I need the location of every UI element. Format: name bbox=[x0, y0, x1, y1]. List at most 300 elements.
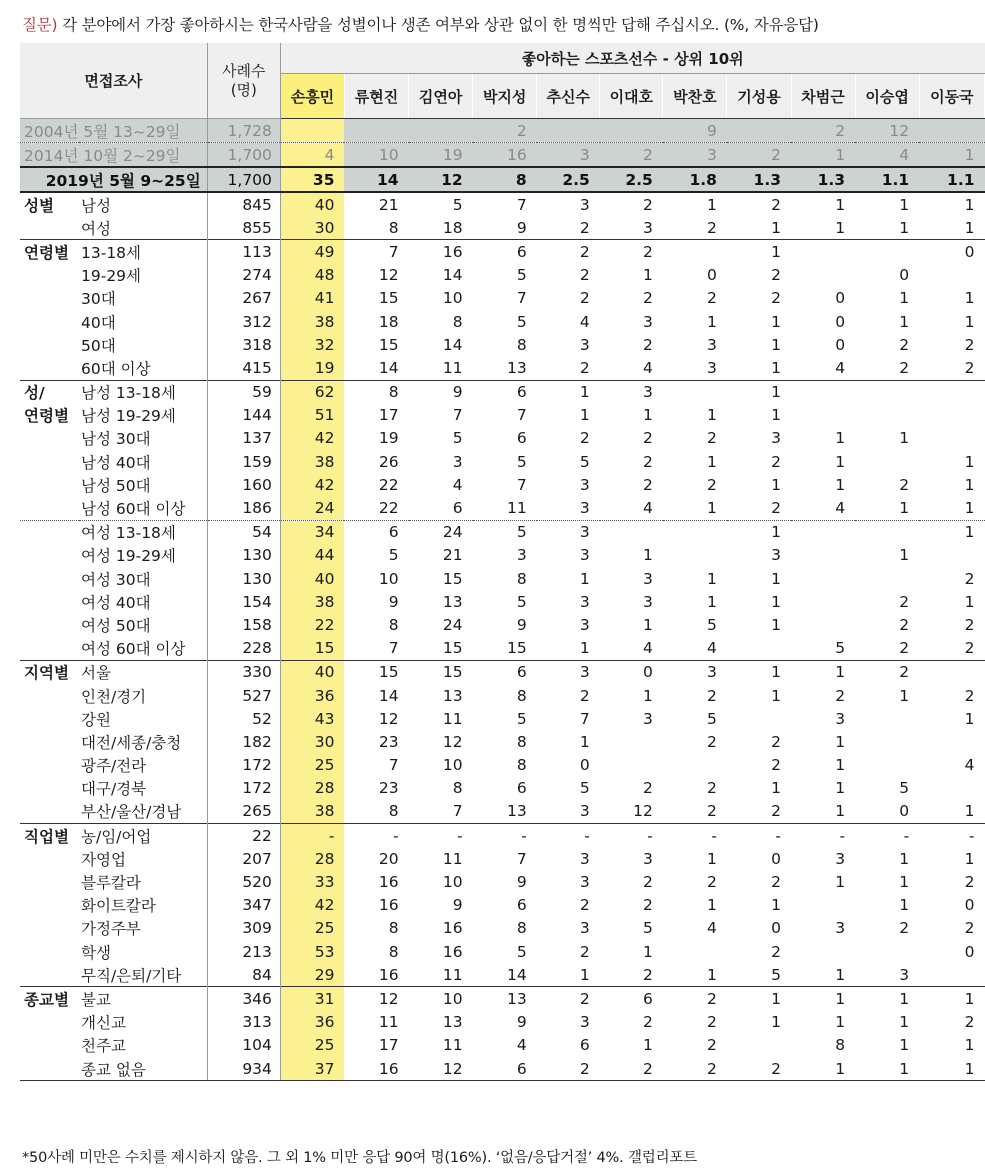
value-cell bbox=[663, 544, 727, 567]
value-cell: 10 bbox=[442, 873, 463, 892]
value-cell: 1 bbox=[707, 499, 717, 518]
value-cell: 1 bbox=[642, 615, 653, 634]
value-cell: 15 bbox=[344, 660, 408, 684]
value-cell bbox=[855, 240, 919, 264]
value-cell: 1 bbox=[835, 756, 846, 775]
value-cell: 1 bbox=[899, 873, 910, 892]
value-cell: 2 bbox=[964, 615, 975, 634]
table-row bbox=[20, 287, 985, 310]
value-cell: 16 bbox=[409, 240, 473, 264]
value-cell: 5 bbox=[516, 452, 527, 471]
value-cell: 1 bbox=[727, 380, 791, 404]
value-cell: 2 bbox=[642, 145, 653, 164]
value-cell: 1 bbox=[835, 475, 846, 494]
value-cell bbox=[344, 119, 408, 143]
value-cell: 1 bbox=[771, 406, 781, 425]
value-cell: 4 bbox=[707, 639, 717, 658]
value-cell: 2 bbox=[537, 1057, 600, 1081]
value-cell: 24 bbox=[409, 520, 473, 544]
value-cell: 4 bbox=[642, 358, 653, 377]
value-cell: 0 bbox=[707, 266, 717, 285]
value-cell: 13 bbox=[506, 802, 527, 821]
value-cell: 1 bbox=[899, 218, 910, 237]
value-cell: 2 bbox=[642, 452, 653, 471]
row-label: 30대 bbox=[79, 287, 207, 310]
value-cell: 8 bbox=[452, 779, 463, 798]
table-row bbox=[20, 216, 985, 240]
sample-size: 207 bbox=[207, 847, 280, 870]
row-label: 40대 bbox=[79, 310, 207, 333]
header-title: 좋아하는 스포츠선수 - 상위 10위 bbox=[280, 43, 984, 74]
value-cell: 33 bbox=[280, 870, 344, 893]
value-cell: 1 bbox=[899, 686, 910, 705]
header-sample-label: 사례수 bbox=[222, 61, 266, 80]
value-cell: 41 bbox=[280, 287, 344, 310]
value-cell: 12 bbox=[344, 987, 408, 1011]
value-cell: 1 bbox=[642, 266, 653, 285]
value-cell: 3 bbox=[771, 429, 781, 448]
row-label: 남성 40대 bbox=[79, 450, 207, 473]
sample-size: 154 bbox=[207, 590, 280, 613]
value-cell: 2 bbox=[579, 266, 590, 285]
table-row bbox=[20, 707, 985, 730]
value-cell: 2 bbox=[707, 1013, 717, 1032]
value-cell bbox=[600, 730, 663, 753]
value-cell: 3 bbox=[537, 660, 600, 684]
value-cell: - bbox=[344, 824, 408, 848]
value-cell: 1 bbox=[899, 896, 910, 915]
table-row bbox=[20, 380, 985, 404]
value-cell: 21 bbox=[344, 192, 408, 216]
value-cell bbox=[919, 119, 984, 143]
value-cell: 6 bbox=[473, 380, 537, 404]
value-cell: 3 bbox=[600, 380, 663, 404]
value-cell: 40 bbox=[280, 660, 344, 684]
value-cell: 2 bbox=[707, 873, 717, 892]
group-label-empty bbox=[20, 287, 79, 310]
value-cell: 0 bbox=[771, 849, 781, 868]
value-cell: 0 bbox=[964, 896, 975, 915]
value-cell: 1 bbox=[964, 475, 975, 494]
row-label: 대전/세종/충청 bbox=[79, 730, 207, 753]
sample-size: 54 bbox=[207, 520, 280, 544]
value-cell: 2 bbox=[771, 802, 781, 821]
value-cell: 2 bbox=[642, 475, 653, 494]
value-cell: 1 bbox=[707, 452, 717, 471]
sample-size: 137 bbox=[207, 427, 280, 450]
value-cell: 1 bbox=[707, 312, 717, 331]
value-cell: - bbox=[855, 824, 919, 848]
value-cell: 25 bbox=[280, 754, 344, 777]
group-label-empty bbox=[20, 894, 79, 917]
value-cell: 13 bbox=[506, 358, 527, 377]
value-cell: 3 bbox=[579, 849, 590, 868]
group-label-empty bbox=[20, 473, 79, 496]
value-cell: 0 bbox=[600, 660, 663, 684]
value-cell: 8 bbox=[516, 756, 527, 775]
value-cell: 2 bbox=[964, 639, 975, 658]
table-row bbox=[20, 870, 985, 893]
value-cell: 1.3 bbox=[791, 167, 855, 192]
sample-size: 160 bbox=[207, 473, 280, 496]
header-player: 추신수 bbox=[537, 74, 600, 119]
table-row bbox=[20, 940, 985, 963]
value-cell: 3 bbox=[537, 520, 600, 544]
value-cell: 1 bbox=[771, 1013, 781, 1032]
row-label: 천주교 bbox=[79, 1034, 207, 1057]
value-cell: 5 bbox=[835, 639, 846, 658]
value-cell: 7 bbox=[516, 849, 527, 868]
question-text bbox=[22, 13, 819, 35]
value-cell: 5 bbox=[409, 192, 473, 216]
value-cell: 5 bbox=[579, 452, 590, 471]
sample-size: 130 bbox=[207, 544, 280, 567]
value-cell: 1 bbox=[835, 802, 846, 821]
value-cell: 7 bbox=[452, 802, 463, 821]
value-cell: 13 bbox=[442, 1013, 463, 1032]
sample-size: 1,728 bbox=[207, 119, 280, 143]
value-cell: 0 bbox=[835, 289, 846, 308]
trend-row bbox=[20, 143, 985, 168]
value-cell: 1 bbox=[579, 965, 590, 984]
value-cell: 1 bbox=[771, 615, 781, 634]
value-cell: 4 bbox=[964, 756, 975, 775]
value-cell: 11 bbox=[442, 358, 463, 377]
header-player: 류현진 bbox=[344, 74, 408, 119]
value-cell: 9 bbox=[516, 1013, 527, 1032]
value-cell: - bbox=[537, 824, 600, 848]
value-cell: 2 bbox=[964, 1013, 975, 1032]
value-cell: 18 bbox=[378, 312, 399, 331]
value-cell: 1 bbox=[727, 660, 791, 684]
value-cell: 1 bbox=[964, 849, 975, 868]
trend-period-label: 2004년 5월 13~29일 bbox=[20, 119, 207, 143]
value-cell: 16 bbox=[506, 145, 527, 164]
value-cell: 2 bbox=[707, 1036, 717, 1055]
value-cell: 3 bbox=[835, 919, 846, 938]
value-cell: 4 bbox=[280, 143, 344, 168]
value-cell: 2 bbox=[537, 240, 600, 264]
value-cell: 8 bbox=[835, 1036, 846, 1055]
value-cell: - bbox=[663, 824, 727, 848]
value-cell bbox=[280, 119, 344, 143]
value-cell bbox=[727, 119, 791, 143]
value-cell: 2 bbox=[707, 802, 717, 821]
value-cell: 7 bbox=[452, 406, 463, 425]
value-cell: 1 bbox=[727, 240, 791, 264]
sample-size: 318 bbox=[207, 333, 280, 356]
value-cell: 2 bbox=[899, 615, 910, 634]
value-cell bbox=[791, 240, 855, 264]
value-cell: 62 bbox=[280, 380, 344, 404]
value-cell: 13 bbox=[473, 987, 537, 1011]
value-cell: 1 bbox=[835, 145, 846, 164]
value-cell: 15 bbox=[442, 569, 463, 588]
value-cell: 1 bbox=[727, 520, 791, 544]
value-cell: 2 bbox=[771, 732, 781, 751]
row-label: 남성 60대 이상 bbox=[79, 496, 207, 520]
value-cell: 28 bbox=[280, 847, 344, 870]
value-cell: 1 bbox=[707, 569, 717, 588]
table-body bbox=[20, 119, 985, 1081]
value-cell: 9 bbox=[409, 380, 473, 404]
value-cell: 2 bbox=[727, 192, 791, 216]
value-cell: 1 bbox=[771, 686, 781, 705]
value-cell: 3 bbox=[642, 849, 653, 868]
value-cell bbox=[537, 119, 600, 143]
value-cell: 3 bbox=[579, 802, 590, 821]
value-cell: 5 bbox=[516, 312, 527, 331]
sample-size: 59 bbox=[207, 380, 280, 404]
sample-size: 845 bbox=[207, 192, 280, 216]
value-cell: 2 bbox=[579, 218, 590, 237]
value-cell: 2 bbox=[473, 119, 537, 143]
value-cell: 12 bbox=[409, 1057, 473, 1081]
value-cell: 1 bbox=[855, 192, 919, 216]
value-cell: 36 bbox=[280, 684, 344, 707]
value-cell bbox=[919, 427, 984, 450]
value-cell: 5 bbox=[452, 429, 463, 448]
sample-size: 934 bbox=[207, 1057, 280, 1081]
value-cell: 2 bbox=[727, 1057, 791, 1081]
value-cell: 2 bbox=[899, 358, 910, 377]
value-cell: 1 bbox=[727, 987, 791, 1011]
value-cell: 1 bbox=[964, 499, 975, 518]
value-cell: 1 bbox=[835, 965, 846, 984]
table-row bbox=[20, 427, 985, 450]
header-player: 기성용 bbox=[727, 74, 791, 119]
sample-size: 312 bbox=[207, 310, 280, 333]
value-cell: 7 bbox=[473, 192, 537, 216]
value-cell: 2 bbox=[964, 335, 975, 354]
value-cell bbox=[600, 754, 663, 777]
value-cell: 36 bbox=[280, 1011, 344, 1034]
group-label-empty bbox=[20, 963, 79, 987]
table-row bbox=[20, 450, 985, 473]
value-cell: 1 bbox=[919, 1057, 984, 1081]
value-cell bbox=[855, 754, 919, 777]
header-sample-unit: (명) bbox=[230, 80, 257, 99]
sample-size: 159 bbox=[207, 450, 280, 473]
value-cell: 12 bbox=[633, 802, 653, 821]
value-cell: 0 bbox=[899, 266, 910, 285]
row-label: 남성 bbox=[79, 192, 207, 216]
value-cell bbox=[791, 404, 855, 427]
sample-size: 1,700 bbox=[207, 167, 280, 192]
value-cell: 38 bbox=[280, 800, 344, 824]
value-cell bbox=[663, 380, 727, 404]
table-row bbox=[20, 1011, 985, 1034]
value-cell: 2 bbox=[579, 358, 590, 377]
value-cell: 1 bbox=[771, 358, 781, 377]
value-cell: 12 bbox=[409, 167, 473, 192]
value-cell: 40 bbox=[280, 192, 344, 216]
value-cell bbox=[919, 380, 984, 404]
header-player: 박지성 bbox=[473, 74, 537, 119]
value-cell: 1 bbox=[642, 406, 653, 425]
table-row bbox=[20, 824, 985, 848]
value-cell: 2 bbox=[537, 987, 600, 1011]
group-label-empty bbox=[20, 520, 79, 544]
value-cell: 3 bbox=[579, 145, 590, 164]
value-cell: 1 bbox=[642, 942, 653, 961]
table-row bbox=[20, 264, 985, 287]
value-cell: 1 bbox=[964, 312, 975, 331]
value-cell bbox=[919, 777, 984, 800]
value-cell: 2 bbox=[771, 873, 781, 892]
row-label: 농/임/어업 bbox=[79, 824, 207, 848]
group-label-empty bbox=[20, 684, 79, 707]
value-cell: 2 bbox=[579, 896, 590, 915]
table-row bbox=[20, 590, 985, 613]
value-cell: 5 bbox=[579, 779, 590, 798]
value-cell: 4 bbox=[642, 499, 653, 518]
value-cell: 14 bbox=[442, 335, 463, 354]
sample-size: 182 bbox=[207, 730, 280, 753]
group-label-empty bbox=[20, 427, 79, 450]
value-cell: 2 bbox=[707, 732, 717, 751]
table-row bbox=[20, 567, 985, 590]
row-label: 화이트칼라 bbox=[79, 894, 207, 917]
value-cell: 11 bbox=[442, 965, 463, 984]
group-label-empty bbox=[20, 847, 79, 870]
value-cell: 26 bbox=[378, 452, 399, 471]
value-cell: - bbox=[600, 824, 663, 848]
sample-size: 52 bbox=[207, 707, 280, 730]
value-cell: 37 bbox=[280, 1057, 344, 1081]
value-cell bbox=[727, 637, 791, 661]
value-cell bbox=[855, 520, 919, 544]
value-cell: 7 bbox=[388, 756, 399, 775]
value-cell: 1 bbox=[964, 218, 975, 237]
value-cell: 6 bbox=[516, 779, 527, 798]
value-cell: 1 bbox=[791, 660, 855, 684]
value-cell: 2 bbox=[707, 218, 717, 237]
value-cell: 1 bbox=[964, 802, 975, 821]
value-cell: 25 bbox=[280, 1034, 344, 1057]
value-cell: 2 bbox=[964, 358, 975, 377]
value-cell bbox=[791, 590, 855, 613]
value-cell: 1 bbox=[791, 987, 855, 1011]
value-cell: 19 bbox=[280, 356, 344, 380]
value-cell: 3 bbox=[537, 192, 600, 216]
value-cell bbox=[791, 567, 855, 590]
table-row bbox=[20, 192, 985, 216]
value-cell: 40 bbox=[280, 567, 344, 590]
row-label: 남성 30대 bbox=[79, 427, 207, 450]
value-cell: 49 bbox=[280, 240, 344, 264]
row-label: 여성 40대 bbox=[79, 590, 207, 613]
value-cell: 2 bbox=[642, 335, 653, 354]
row-label: 광주/전라 bbox=[79, 754, 207, 777]
value-cell: 16 bbox=[442, 942, 463, 961]
value-cell: 2 bbox=[964, 873, 975, 892]
row-label: 불교 bbox=[79, 987, 207, 1011]
value-cell: 5 bbox=[516, 942, 527, 961]
value-cell: 1 bbox=[771, 569, 781, 588]
value-cell: 8 bbox=[516, 732, 527, 751]
value-cell: 3 bbox=[642, 709, 653, 728]
value-cell: 13 bbox=[442, 592, 463, 611]
value-cell: 2 bbox=[642, 873, 653, 892]
header-player: 이대호 bbox=[600, 74, 663, 119]
value-cell: 1 bbox=[707, 592, 717, 611]
value-cell: 11 bbox=[442, 709, 463, 728]
value-cell: 7 bbox=[516, 475, 527, 494]
value-cell: 1 bbox=[899, 312, 910, 331]
current-period-label: 2019년 5월 9~25일 bbox=[20, 167, 207, 192]
row-label: 대구/경북 bbox=[79, 777, 207, 800]
header-player: 손흥민 bbox=[280, 74, 344, 119]
value-cell bbox=[791, 544, 855, 567]
value-cell: 2 bbox=[899, 475, 910, 494]
value-cell: 34 bbox=[280, 520, 344, 544]
row-label: 50대 bbox=[79, 333, 207, 356]
value-cell: 1 bbox=[899, 546, 910, 565]
group-label-empty bbox=[20, 544, 79, 567]
survey-table bbox=[20, 43, 985, 1081]
sample-size: 274 bbox=[207, 264, 280, 287]
value-cell: 1 bbox=[964, 1036, 975, 1055]
current-row bbox=[20, 167, 985, 192]
value-cell: 3 bbox=[579, 499, 590, 518]
row-label: 남성 19-29세 bbox=[79, 404, 207, 427]
value-cell: 2 bbox=[964, 569, 975, 588]
row-label: 60대 이상 bbox=[79, 356, 207, 380]
value-cell: 2 bbox=[707, 475, 717, 494]
value-cell: 3 bbox=[899, 965, 910, 984]
value-cell: 48 bbox=[280, 264, 344, 287]
value-cell: 1 bbox=[707, 896, 717, 915]
value-cell: 42 bbox=[280, 473, 344, 496]
value-cell bbox=[663, 520, 727, 544]
header-player: 차범근 bbox=[791, 74, 855, 119]
value-cell: 1 bbox=[707, 406, 717, 425]
value-cell: 3 bbox=[452, 452, 463, 471]
table-row bbox=[20, 404, 985, 427]
value-cell: 28 bbox=[280, 777, 344, 800]
value-cell: 1.1 bbox=[855, 167, 919, 192]
value-cell: 1 bbox=[964, 592, 975, 611]
value-cell: 1 bbox=[899, 1036, 910, 1055]
value-cell: 2 bbox=[707, 289, 717, 308]
value-cell: 9 bbox=[516, 615, 527, 634]
value-cell: 3 bbox=[642, 218, 653, 237]
value-cell: 19 bbox=[378, 429, 399, 448]
row-label: 여성 13-18세 bbox=[79, 520, 207, 544]
value-cell: 1 bbox=[707, 849, 717, 868]
value-cell: 4 bbox=[835, 358, 846, 377]
value-cell: 19 bbox=[442, 145, 463, 164]
value-cell: 16 bbox=[344, 1057, 408, 1081]
value-cell: 3 bbox=[663, 660, 727, 684]
value-cell: 5 bbox=[473, 520, 537, 544]
row-label: 자영업 bbox=[79, 847, 207, 870]
value-cell bbox=[791, 264, 855, 287]
group-label-empty bbox=[20, 333, 79, 356]
value-cell: 38 bbox=[280, 450, 344, 473]
value-cell: 38 bbox=[280, 590, 344, 613]
sample-size: 313 bbox=[207, 1011, 280, 1034]
value-cell: 10 bbox=[409, 987, 473, 1011]
value-cell: 2 bbox=[899, 919, 910, 938]
value-cell bbox=[855, 730, 919, 753]
value-cell: 1.8 bbox=[663, 167, 727, 192]
value-cell: 0 bbox=[919, 240, 984, 264]
value-cell: 1 bbox=[855, 1057, 919, 1081]
value-cell: 29 bbox=[280, 963, 344, 987]
sample-size: 228 bbox=[207, 637, 280, 661]
